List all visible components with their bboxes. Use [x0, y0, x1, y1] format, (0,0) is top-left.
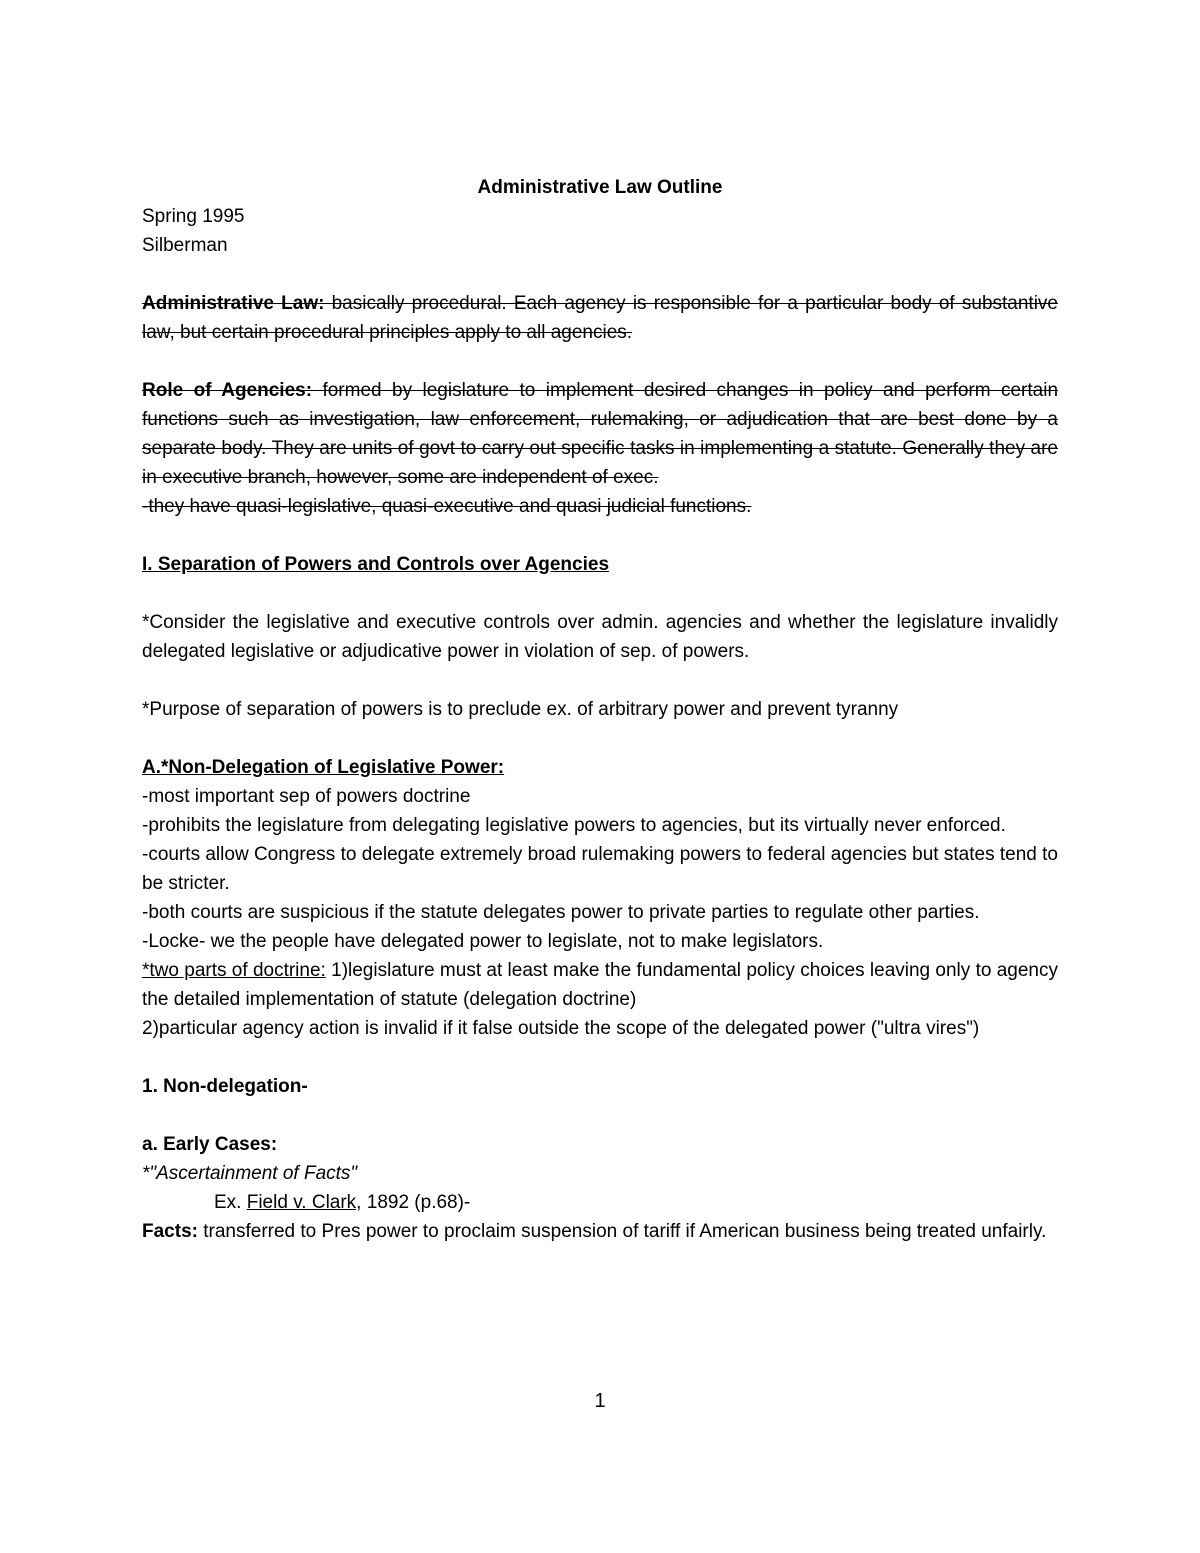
section-a-heading: A.*Non-Delegation of Legislative Power:	[142, 757, 505, 778]
section-a-point: -most important sep of powers doctrine	[142, 786, 471, 807]
case-cite: 1892 (p.68)-	[361, 1192, 471, 1213]
role-of-agencies-heading: Role of Agencies:	[142, 380, 313, 401]
two-parts-text: 1)legislature must at least make the fundamental policy choices leaving only to agency the detailed implementation of statute (delegation doctrine)	[142, 960, 1058, 1010]
two-parts-part-2: 2)particular agency action is invalid if it false outside the scope of the delegated power ("ultra vires")	[142, 1018, 980, 1039]
two-parts-label: *two parts of doctrine:	[142, 960, 326, 981]
admin-law-paragraph	[142, 289, 1058, 347]
semester: Spring 1995	[142, 206, 245, 227]
admin-law-text: basically procedural. Each agency is responsible for a particular body of substantive law, but certain procedural principles apply to all agencies.	[142, 293, 1058, 343]
section-a-point: -courts allow Congress to delegate extremely broad rulemaking powers to federal agencies but states tend to be stricter.	[142, 844, 1058, 894]
admin-law-heading: Administrative Law:	[142, 293, 325, 314]
case-name: Field v. Clark,	[246, 1192, 362, 1213]
facts-text: transferred to Pres power to proclaim suspension of tariff if American business being treated unfairly.	[197, 1221, 1047, 1242]
case-example	[142, 1188, 1058, 1217]
subsection-a-heading: a. Early Cases:	[142, 1134, 278, 1155]
role-of-agencies-paragraph	[142, 376, 1058, 492]
page-number: 1	[594, 1390, 606, 1412]
ascertainment-of-facts: *"Ascertainment of Facts"	[142, 1163, 358, 1184]
section-a-point: -both courts are suspicious if the statute delegates power to private parties to regulate other parties.	[142, 902, 980, 923]
section-one-heading: I. Separation of Powers and Controls over Agencies	[142, 554, 610, 575]
subsection-1-heading: 1. Non-delegation-	[142, 1076, 308, 1097]
section-one-note-2: *Purpose of separation of powers is to preclude ex. of arbitrary power and prevent tyranny	[142, 699, 899, 720]
facts-label: Facts:	[142, 1221, 198, 1242]
two-parts-paragraph	[142, 956, 1058, 1014]
role-of-agencies-text: formed by legislature to implement desired changes in policy and perform certain functions such as investigation, law enforcement, rulemaking, or adjudication that are best done by a separate body. They are units of govt to carry out specific tasks in implementing a statute. Generally they are in executive branch, however, some are independent of exec.	[142, 380, 1059, 488]
section-one-note-1: *Consider the legislative and executive controls over admin. agencies and whether the legislature invalidly delegated legislative or adjudicative power in violation of sep. of powers.	[142, 612, 1058, 662]
section-a-point: -prohibits the legislature from delegating legislative powers to agencies, but its virtually never enforced.	[142, 815, 1006, 836]
facts-paragraph	[142, 1217, 1058, 1246]
professor: Silberman	[142, 235, 228, 256]
role-of-agencies-functions: -they have quasi-legislative, quasi-executive and quasi judicial functions.	[142, 496, 752, 517]
section-a-point: -Locke- we the people have delegated power to legislate, not to make legislators.	[142, 931, 824, 952]
case-example-prefix: Ex.	[214, 1192, 247, 1213]
page-content	[142, 173, 1058, 1246]
document-title: Administrative Law Outline	[477, 177, 723, 198]
